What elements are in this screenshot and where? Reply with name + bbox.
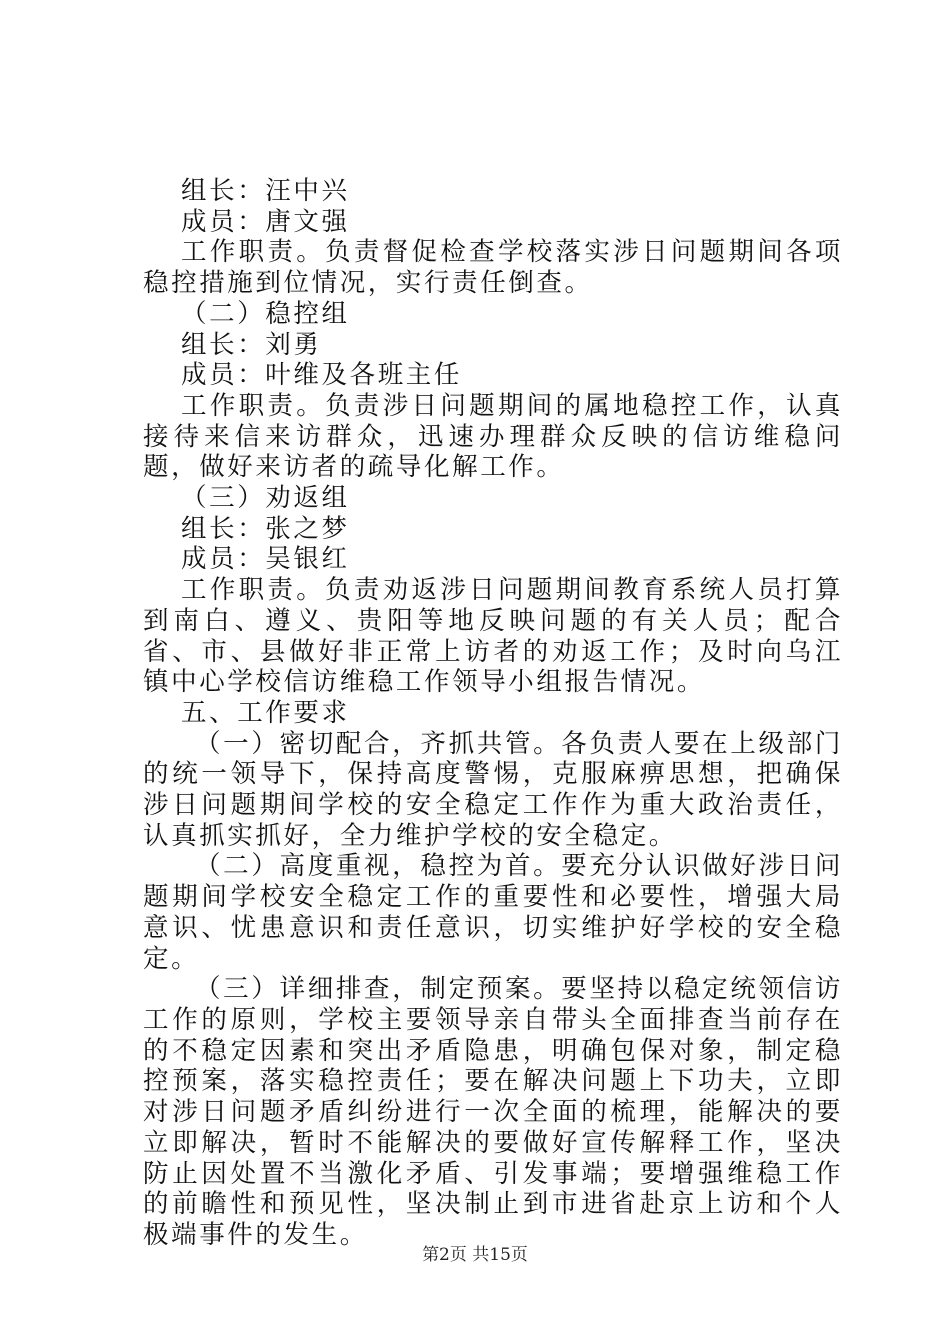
page-number-label: 第2页 共15页 [422, 1245, 528, 1265]
section-heading-stability-group: （二）稳控组 [181, 298, 350, 329]
paragraph-requirement-1: （一）密切配合，齐抓共管。各负责人要在上级部门的统一领导下，保持高度警惕，克服麻痹思想，把确保涉日问题期间学校的安全稳定工作作为重大政治责任，认真抓实抓好，全力维护学校的安全稳定。 [143, 728, 843, 851]
section-heading-work-requirements: 五、工作要求 [181, 697, 350, 728]
paragraph-duty-supervision: 工作职责。负责督促检查学校落实涉日问题期间各项稳控措施到位情况，实行责任倒查。 [143, 237, 843, 299]
page-footer [0, 1240, 950, 1265]
paragraph-duty-persuasion: 工作职责。负责劝返涉日问题期间教育系统人员打算到南白、遵义、贵阳等地反映问题的有关人员；配合省、市、县做好非正常上访者的劝返工作；及时向乌江镇中心学校信访维稳工作领导小组报告情况。 [143, 575, 843, 698]
paragraph-requirement-2: （二）高度重视，稳控为首。要充分认识做好涉日问题期间学校安全稳定工作的重要性和必要性，增强大局意识、忧患意识和责任意识，切实维护好学校的安全稳定。 [143, 851, 843, 974]
paragraph-member-supervision: 成员：唐文强 [181, 206, 350, 237]
paragraph-member-persuasion: 成员：吴银红 [181, 544, 350, 575]
paragraph-group-leader-persuasion: 组长：张之梦 [181, 513, 350, 544]
document-body [143, 176, 843, 1251]
section-heading-persuasion-group: （三）劝返组 [181, 483, 350, 514]
paragraph-group-leader-supervision: 组长：汪中兴 [181, 176, 350, 206]
paragraph-duty-stability: 工作职责。负责涉日问题期间的属地稳控工作，认真接待来信来访群众，迅速办理群众反映的信访维稳问题，做好来访者的疏导化解工作。 [143, 390, 843, 483]
paragraph-group-leader-stability: 组长：刘勇 [181, 329, 322, 360]
paragraph-requirement-3: （三）详细排查，制定预案。要坚持以稳定统领信访工作的原则，学校主要领导亲自带头全面排查当前存在的不稳定因素和突出矛盾隐患，明确包保对象，制定稳控预案，落实稳控责任；要在解决问题上下功夫，立即对涉日问题矛盾纠纷进行一次全面的梳理，能解决的要立即解决，暂时不能解决的要做好宣传解释工作，坚决防止因处置不当激化矛盾、引发事端；要增强维稳工作的前瞻性和预见性，坚决制止到市进省赴京上访和个人极端事件的发生。 [143, 974, 843, 1250]
paragraph-member-stability: 成员：叶维及各班主任 [181, 360, 463, 391]
